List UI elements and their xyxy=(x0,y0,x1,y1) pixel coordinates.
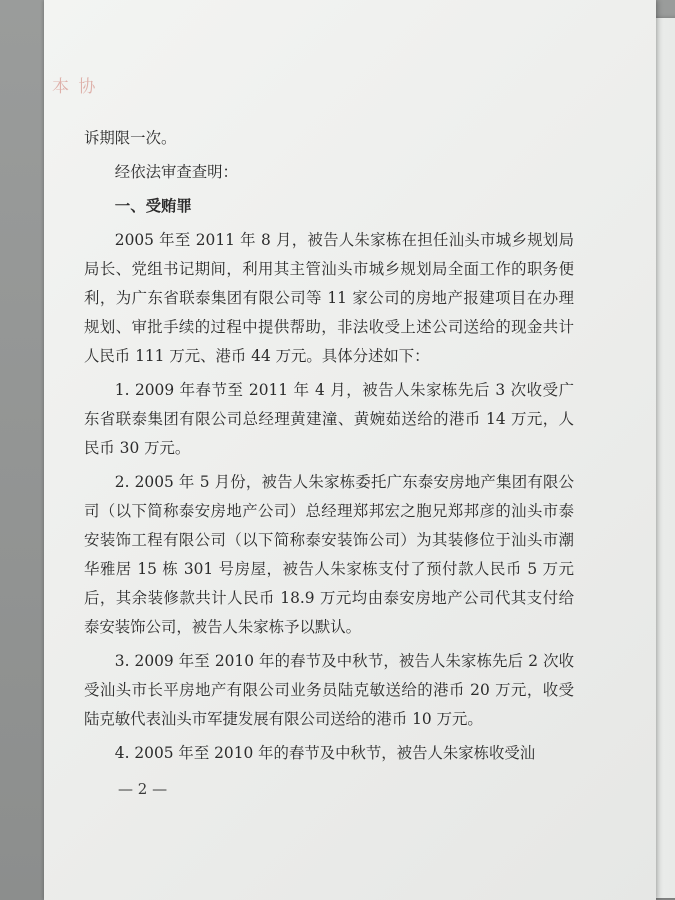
paragraph-item-4: 4. 2005 年至 2010 年的春节及中秋节，被告人朱家栋收受汕 xyxy=(114,744,536,762)
section-heading: 一、受贿罪 xyxy=(114,197,192,215)
paragraph-summary: 2005 年至 2011 年 8 月，被告人朱家栋在担任汕头市城乡规划局局长、党组书记期间，利用其主管汕头市城乡规划局全面工作的职务便利，为广东省联泰集团有限公司等 11 家公司的房地产报建项目在办理规划、审批手续的过程中提供帮助，非法收受上述公司送给的现金共计人民币 111 万元、港币 44 万元。具体分述如下： xyxy=(84,231,574,365)
paragraph-item-3: 3. 2009 年至 2010 年的春节及中秋节，被告人朱家栋先后 2 次收受汕头市长平房地产有限公司业务员陆克敏送给的港币 20 万元，收受陆克敏代表汕头市军捷发展有限公司送给的港币 10 万元。 xyxy=(84,652,574,728)
red-stamp-mark: 本 协 xyxy=(52,77,98,97)
paragraph-continuation: 诉期限一次。 xyxy=(84,129,177,147)
paragraph-item-2: 2. 2005 年 5 月份，被告人朱家栋委托广东泰安房地产集团有限公司（以下简称泰安房地产公司）总经理郑邦宏之胞兄郑邦彦的汕头市泰安装饰工程有限公司（以下简称泰安装饰公司）为其装修位于汕头市潮华雅居 15 栋 301 号房屋，被告人朱家栋支付了预付款人民币 5 万元后，其余装修款共计人民币 18.9 万元均由泰安房地产公司代其支付给泰安装饰公司，被告人朱家栋予以默认。 xyxy=(84,473,574,636)
paragraph-item-1: 1. 2009 年春节至 2011 年 4 月，被告人朱家栋先后 3 次收受广东省联泰集团有限公司总经理黄建潼、黄婉茹送给的港币 14 万元，人民币 30 万元。 xyxy=(84,381,574,457)
page-number: — 2 — xyxy=(118,780,168,798)
document-body xyxy=(84,124,574,773)
paragraph-intro: 经依法审查查明： xyxy=(114,163,238,181)
